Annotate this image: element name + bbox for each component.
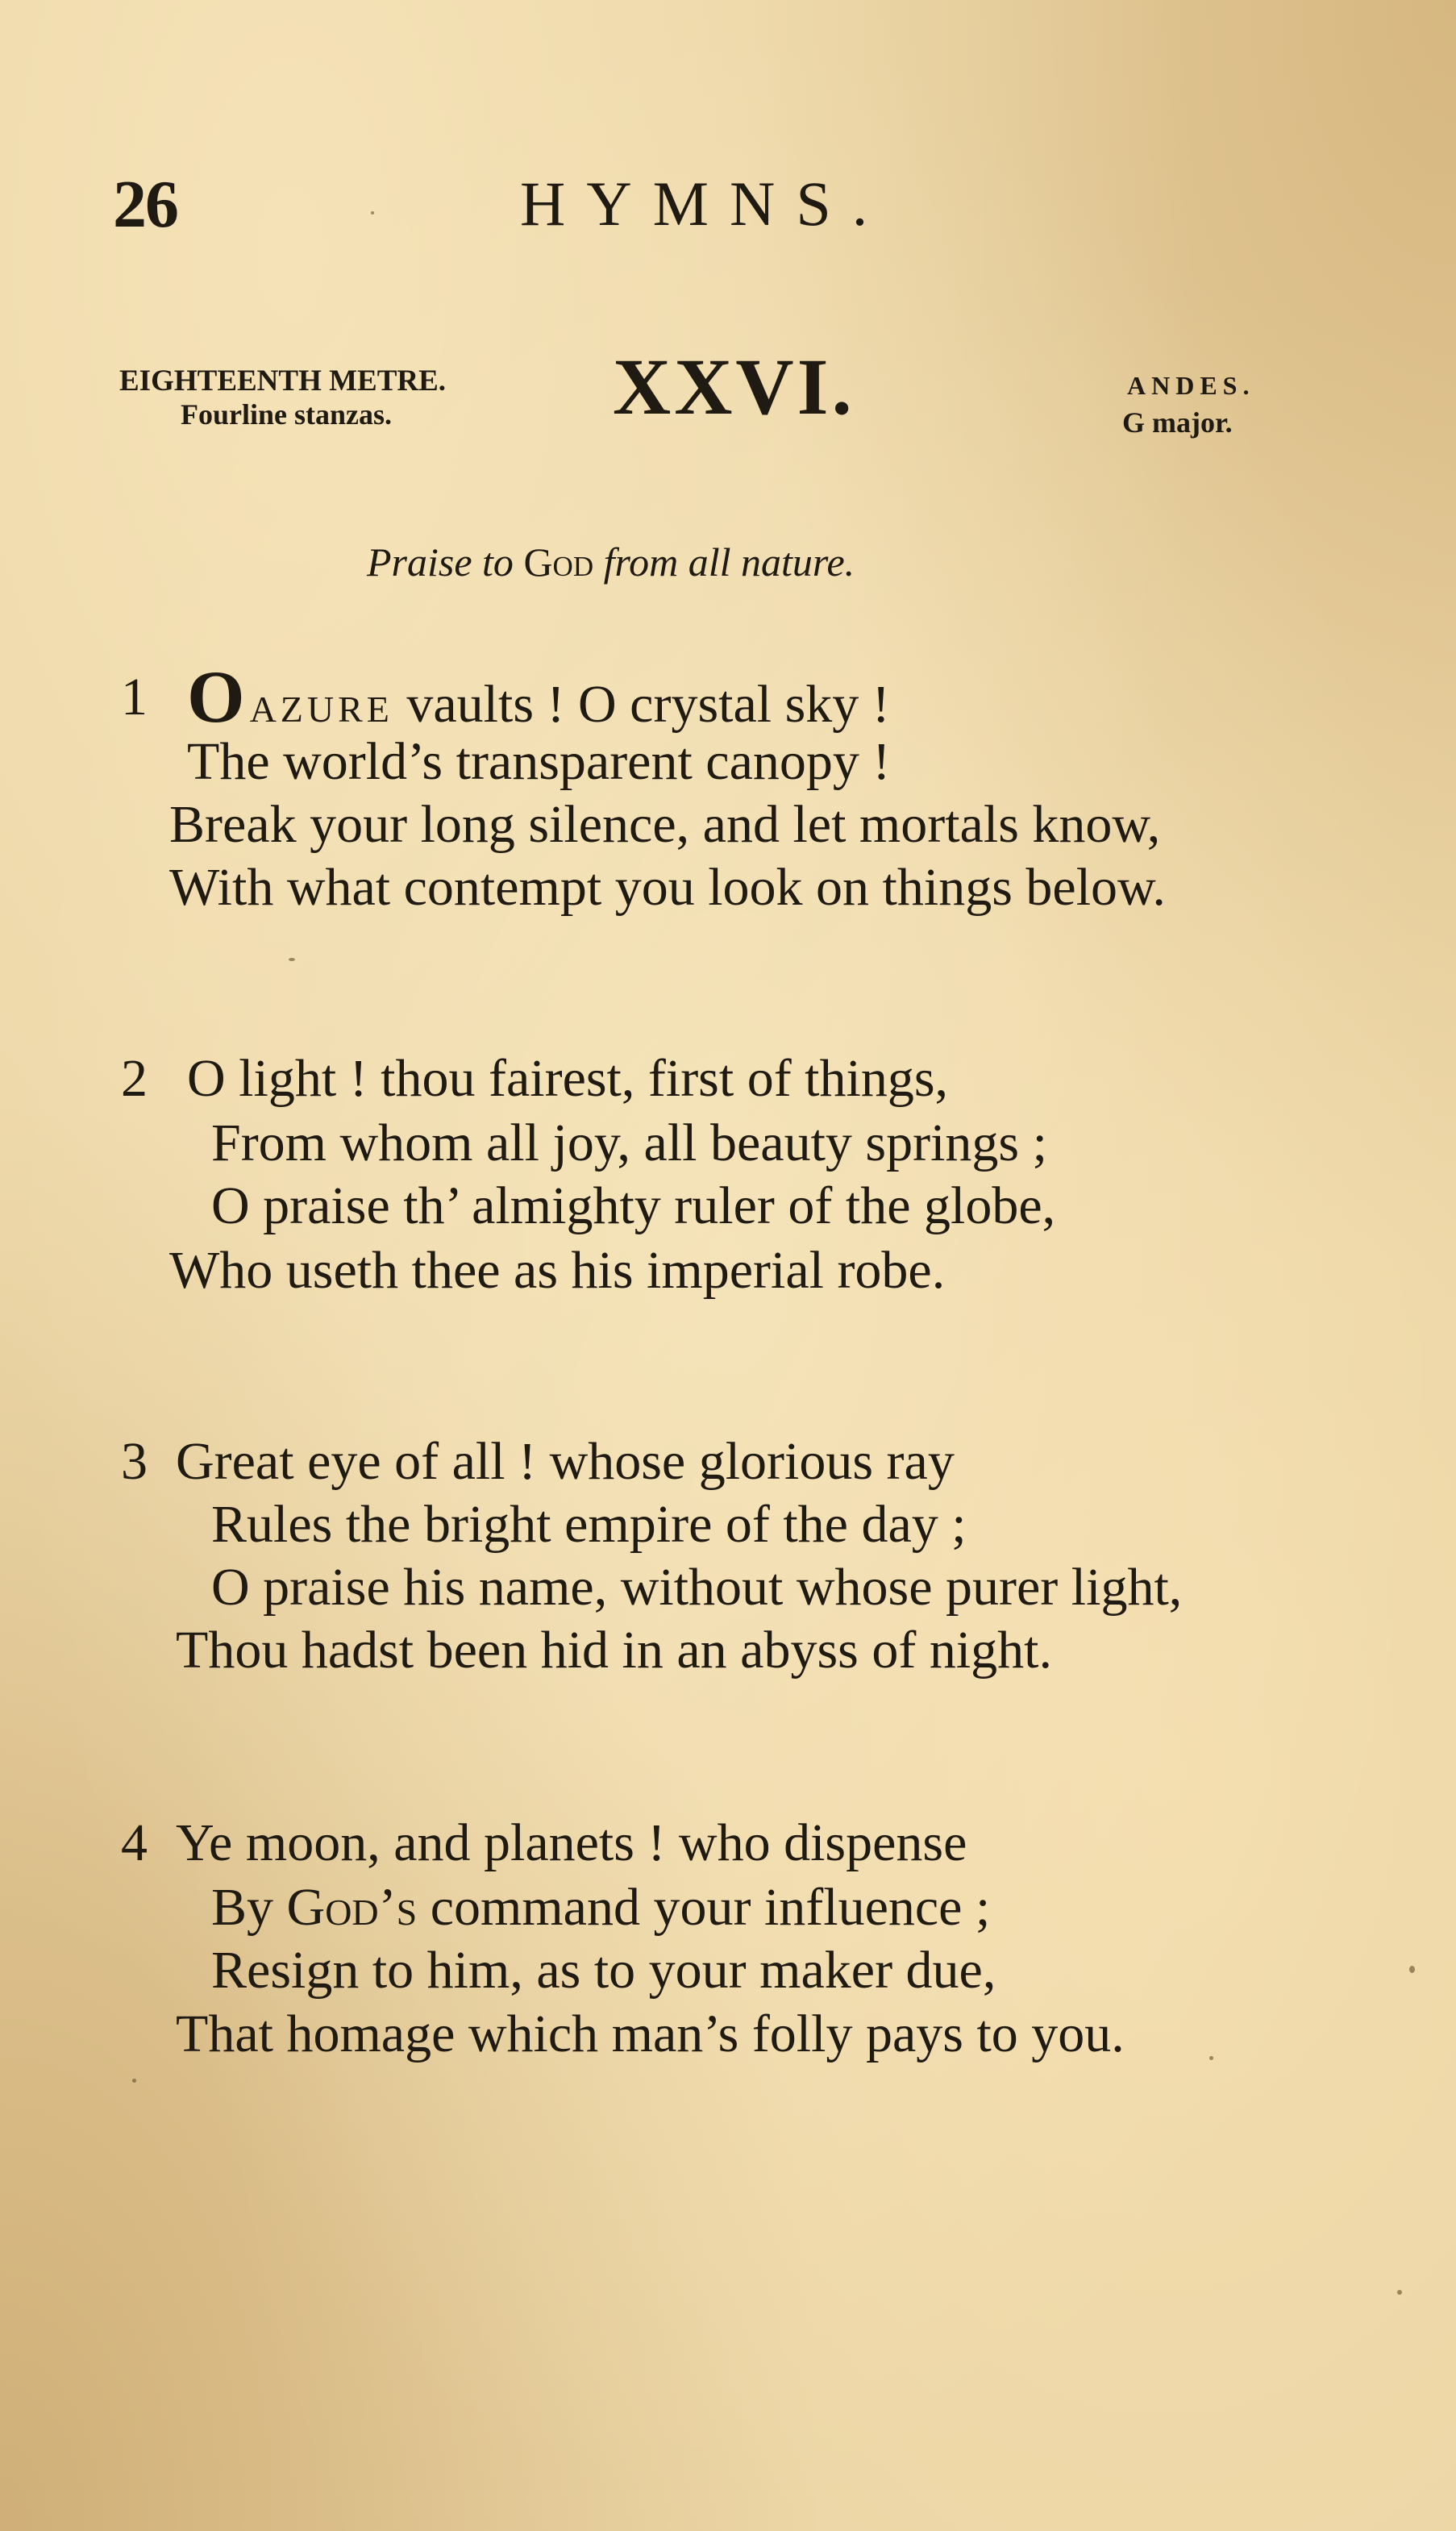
- line-rest: vaults ! O crystal sky !: [393, 675, 890, 734]
- hymn-number: XXVI.: [613, 342, 855, 431]
- stanza-line: O light ! thou fairest, first of things,: [187, 1049, 949, 1108]
- meter-label: EIGHTEENTH METRE.: [119, 364, 447, 398]
- meter-sub-label: Fourline stanzas.: [181, 398, 393, 431]
- subject-prefix: Praise to: [367, 539, 524, 585]
- stanza-line: Break your long silence, and let mortals know,: [169, 795, 1161, 854]
- stanza-line: Rules the bright empire of the day ;: [211, 1495, 967, 1554]
- stanza-number: 4: [121, 1813, 148, 1872]
- stanza-line: The world’s transparent canopy !: [187, 732, 891, 791]
- stanza-line: Thou hadst been hid in an abyss of night.: [176, 1621, 1053, 1680]
- stanza-line: That homage which man’s folly pays to you.: [176, 2004, 1125, 2063]
- stanza-line: Resign to him, as to your maker due,: [211, 1941, 996, 2000]
- stanza-line: With what contempt you look on things below.: [169, 858, 1166, 917]
- dropcap: O: [187, 656, 245, 738]
- line-prefix: By: [211, 1878, 287, 1937]
- stanza-line: Who useth thee as his imperial robe.: [169, 1241, 946, 1300]
- stanza-number: 1: [121, 668, 148, 726]
- paper-speck: [1397, 2290, 1402, 2295]
- paper-speck: [371, 211, 374, 214]
- opening-smallcaps: azure: [249, 675, 393, 734]
- line-suffix: command your influence ;: [417, 1878, 991, 1937]
- stanza-number: 2: [121, 1049, 148, 1108]
- god-smallcaps: God’s: [286, 1878, 418, 1937]
- paper-speck: [1209, 2056, 1213, 2060]
- stanza-line: O praise his name, without whose purer light,: [211, 1558, 1183, 1617]
- paper-speck: [1409, 1966, 1415, 1973]
- paper-speck: [132, 2079, 136, 2083]
- stanza-number: 3: [121, 1432, 148, 1491]
- stanza-line: Great eye of all ! whose glorious ray: [176, 1432, 955, 1491]
- page-number: 26: [113, 167, 177, 242]
- running-head: HYMNS.: [520, 169, 889, 239]
- subject-suffix: from all nature.: [593, 539, 855, 585]
- paper-speck: [289, 958, 295, 961]
- tune-key: G major.: [1122, 406, 1233, 439]
- stanza-line: [187, 656, 890, 738]
- stanza-line: O praise th’ almighty ruler of the globe,: [211, 1176, 1056, 1235]
- hymn-subject: [367, 539, 855, 585]
- stanza-line: From whom all joy, all beauty springs ;: [211, 1114, 1047, 1172]
- stanza-line: [211, 1878, 991, 1937]
- stanza-line: Ye moon, and planets ! who dispense: [176, 1813, 967, 1872]
- subject-god: God: [523, 539, 594, 585]
- tune-name: ANDES.: [1127, 371, 1255, 400]
